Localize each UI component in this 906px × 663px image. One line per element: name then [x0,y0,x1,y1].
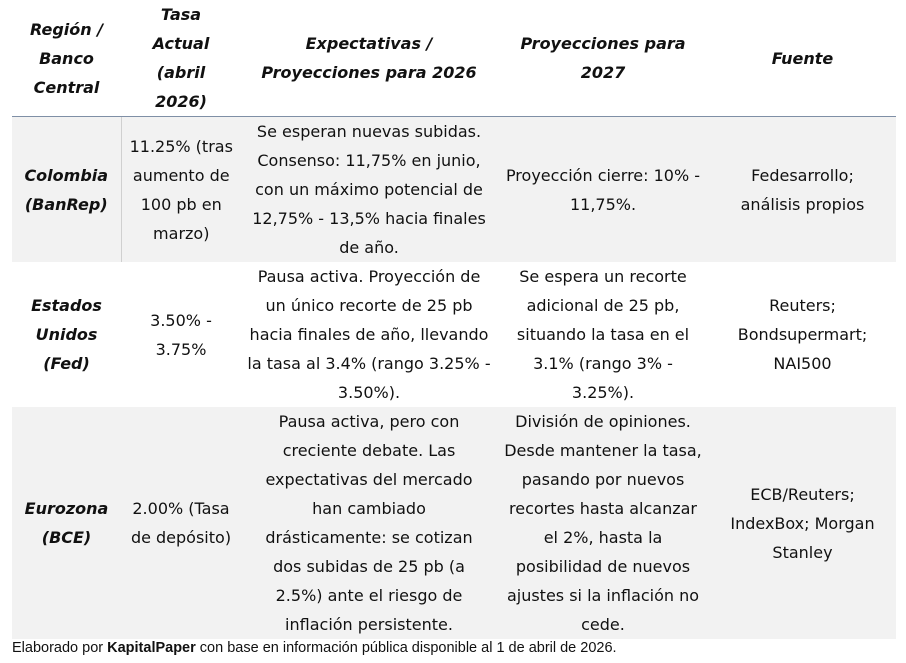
region-cell: Colombia (BanRep) [12,117,121,263]
source-cell: Fedesarrollo; análisis propios [709,117,896,263]
region-cell: Eurozona (BCE) [12,407,121,639]
header-projections-2027: Proyecciones para 2027 [497,0,709,117]
table-row [12,262,896,407]
rate-cell: 3.50% - 3.75% [150,310,212,359]
expectations-2026-cell: Pausa activa, pero con creciente debate. Las expectativas del mercado han cambiado drásticamente: se cotizan dos subidas de 25 pb (a 2.5%) ante el riesgo de inflación persistente. [241,407,497,639]
header-row [12,0,896,117]
source-cell: Reuters; Bondsupermart; NAI500 [737,296,868,373]
projections-2027-cell: División de opiniones. Desde mantener la tasa, pasando por nuevos recortes hasta alcanzar el 2%, hasta la posibilidad de nuevos ajustes si la inflación no cede. [497,407,709,639]
table-row [12,117,896,263]
header-region: Región / Banco Central [12,0,121,117]
header-expectations-2026: Expectativas / Proyecciones para 2026 [241,0,497,117]
rate-cell: 11.25% (tras aumento de 100 pb en marzo) [121,117,241,263]
footnote [12,640,617,656]
source-cell: ECB/Reuters; IndexBox; Morgan Stanley [709,407,896,639]
expectations-2026-cell: Pausa activa. Proyección de un único recorte de 25 pb hacia finales de año, llevando la tasa al 3.4% (rango 3.25% - 3.50%). [247,267,491,402]
table-row [12,407,896,639]
header-current-rate: Tasa Actual (abril 2026) [121,0,241,117]
rates-table [12,0,896,639]
header-source: Fuente [709,0,896,117]
footnote-prefix: Elaborado por [12,640,108,656]
rate-cell: 2.00% (Tasa de depósito) [121,407,241,639]
projections-2027-cell: Proyección cierre: 10% - 11,75%. [497,117,709,263]
expectations-2026-cell: Se esperan nuevas subidas. Consenso: 11,75% en junio, con un máximo potencial de 12,75% - 13,5% hacia finales de año. [241,117,497,263]
region-cell: Estados Unidos (Fed) [31,296,102,373]
footnote-suffix: con base en información pública disponible al 1 de abril de 2026. [195,640,617,656]
projections-2027-cell: Se espera un recorte adicional de 25 pb, situando la tasa en el 3.1% (rango 3% - 3.25%). [516,267,690,402]
footnote-brand: KapitalPaper [107,640,196,656]
